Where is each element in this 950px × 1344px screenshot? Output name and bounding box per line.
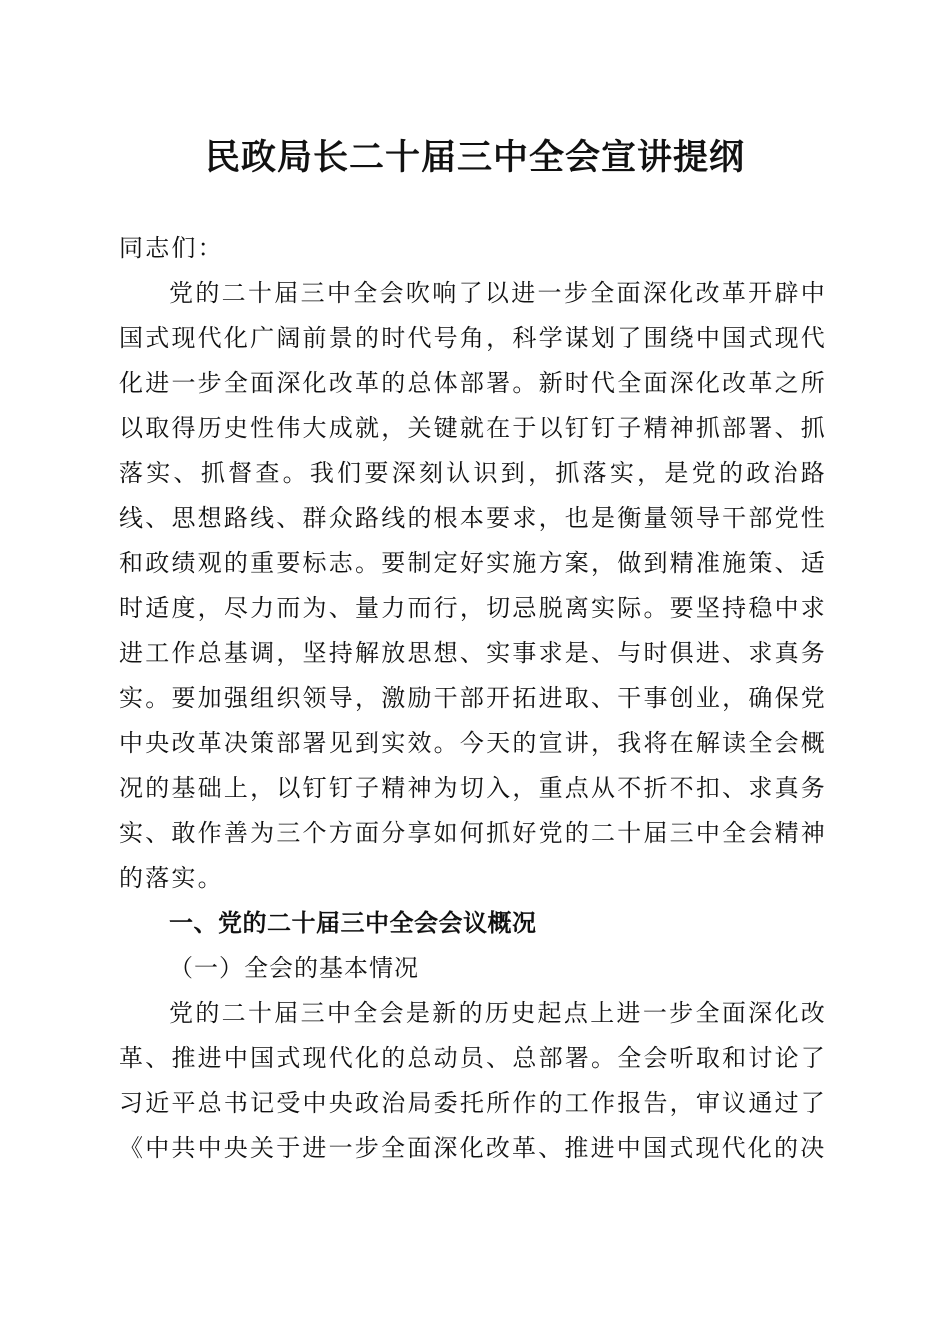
section-1-subheading-1: （一）全会的基本情况 xyxy=(169,954,419,982)
section-1-heading: 一、党的二十届三中全会会议概况 xyxy=(169,909,537,937)
intro-paragraph: 党的二十届三中全会吹响了以进一步全面深化改革开辟中国式现代化广阔前景的时代号角，科学谋划了围绕中国式现代化进一步全面深化改革的总体部署。新时代全面深化改革之所以取得历史性伟大成就，关键就在于以钉钉子精神抓部署、抓落实、抓督查。我们要深刻认识到，抓落实，是党的政治路线、思想路线、群众路线的根本要求，也是衡量领导干部党性和政绩观的重要标志。要制定好实施方案，做到精准施策、适时适度，尽力而为、量力而行，切忌脱离实际。要坚持稳中求进工作总基调，坚持解放思想、实事求是、与时俱进、求真务实。要加强组织领导，激励干部开拓进取、干事创业，确保党中央改革决策部署见到实效。今天的宣讲，我将在解读全会概况的基础上，以钉钉子精神为切入，重点从不折不扣、求真务实、敢作善为三个方面分享如何抓好党的二十届三中全会精神的落实。 xyxy=(119,279,827,892)
document-body xyxy=(119,226,827,1171)
salutation: 同志们： xyxy=(119,234,224,262)
section-1-paragraph-1: 党的二十届三中全会是新的历史起点上进一步全面深化改革、推进中国式现代化的总动员、总部署。全会听取和讨论了习近平总书记受中央政治局委托所作的工作报告，审议通过了《中共中央关于进一步全面深化改革、推进中国式现代化的决 xyxy=(119,999,827,1162)
document-title: 民政局长二十届三中全会宣讲提纲 xyxy=(204,137,745,178)
